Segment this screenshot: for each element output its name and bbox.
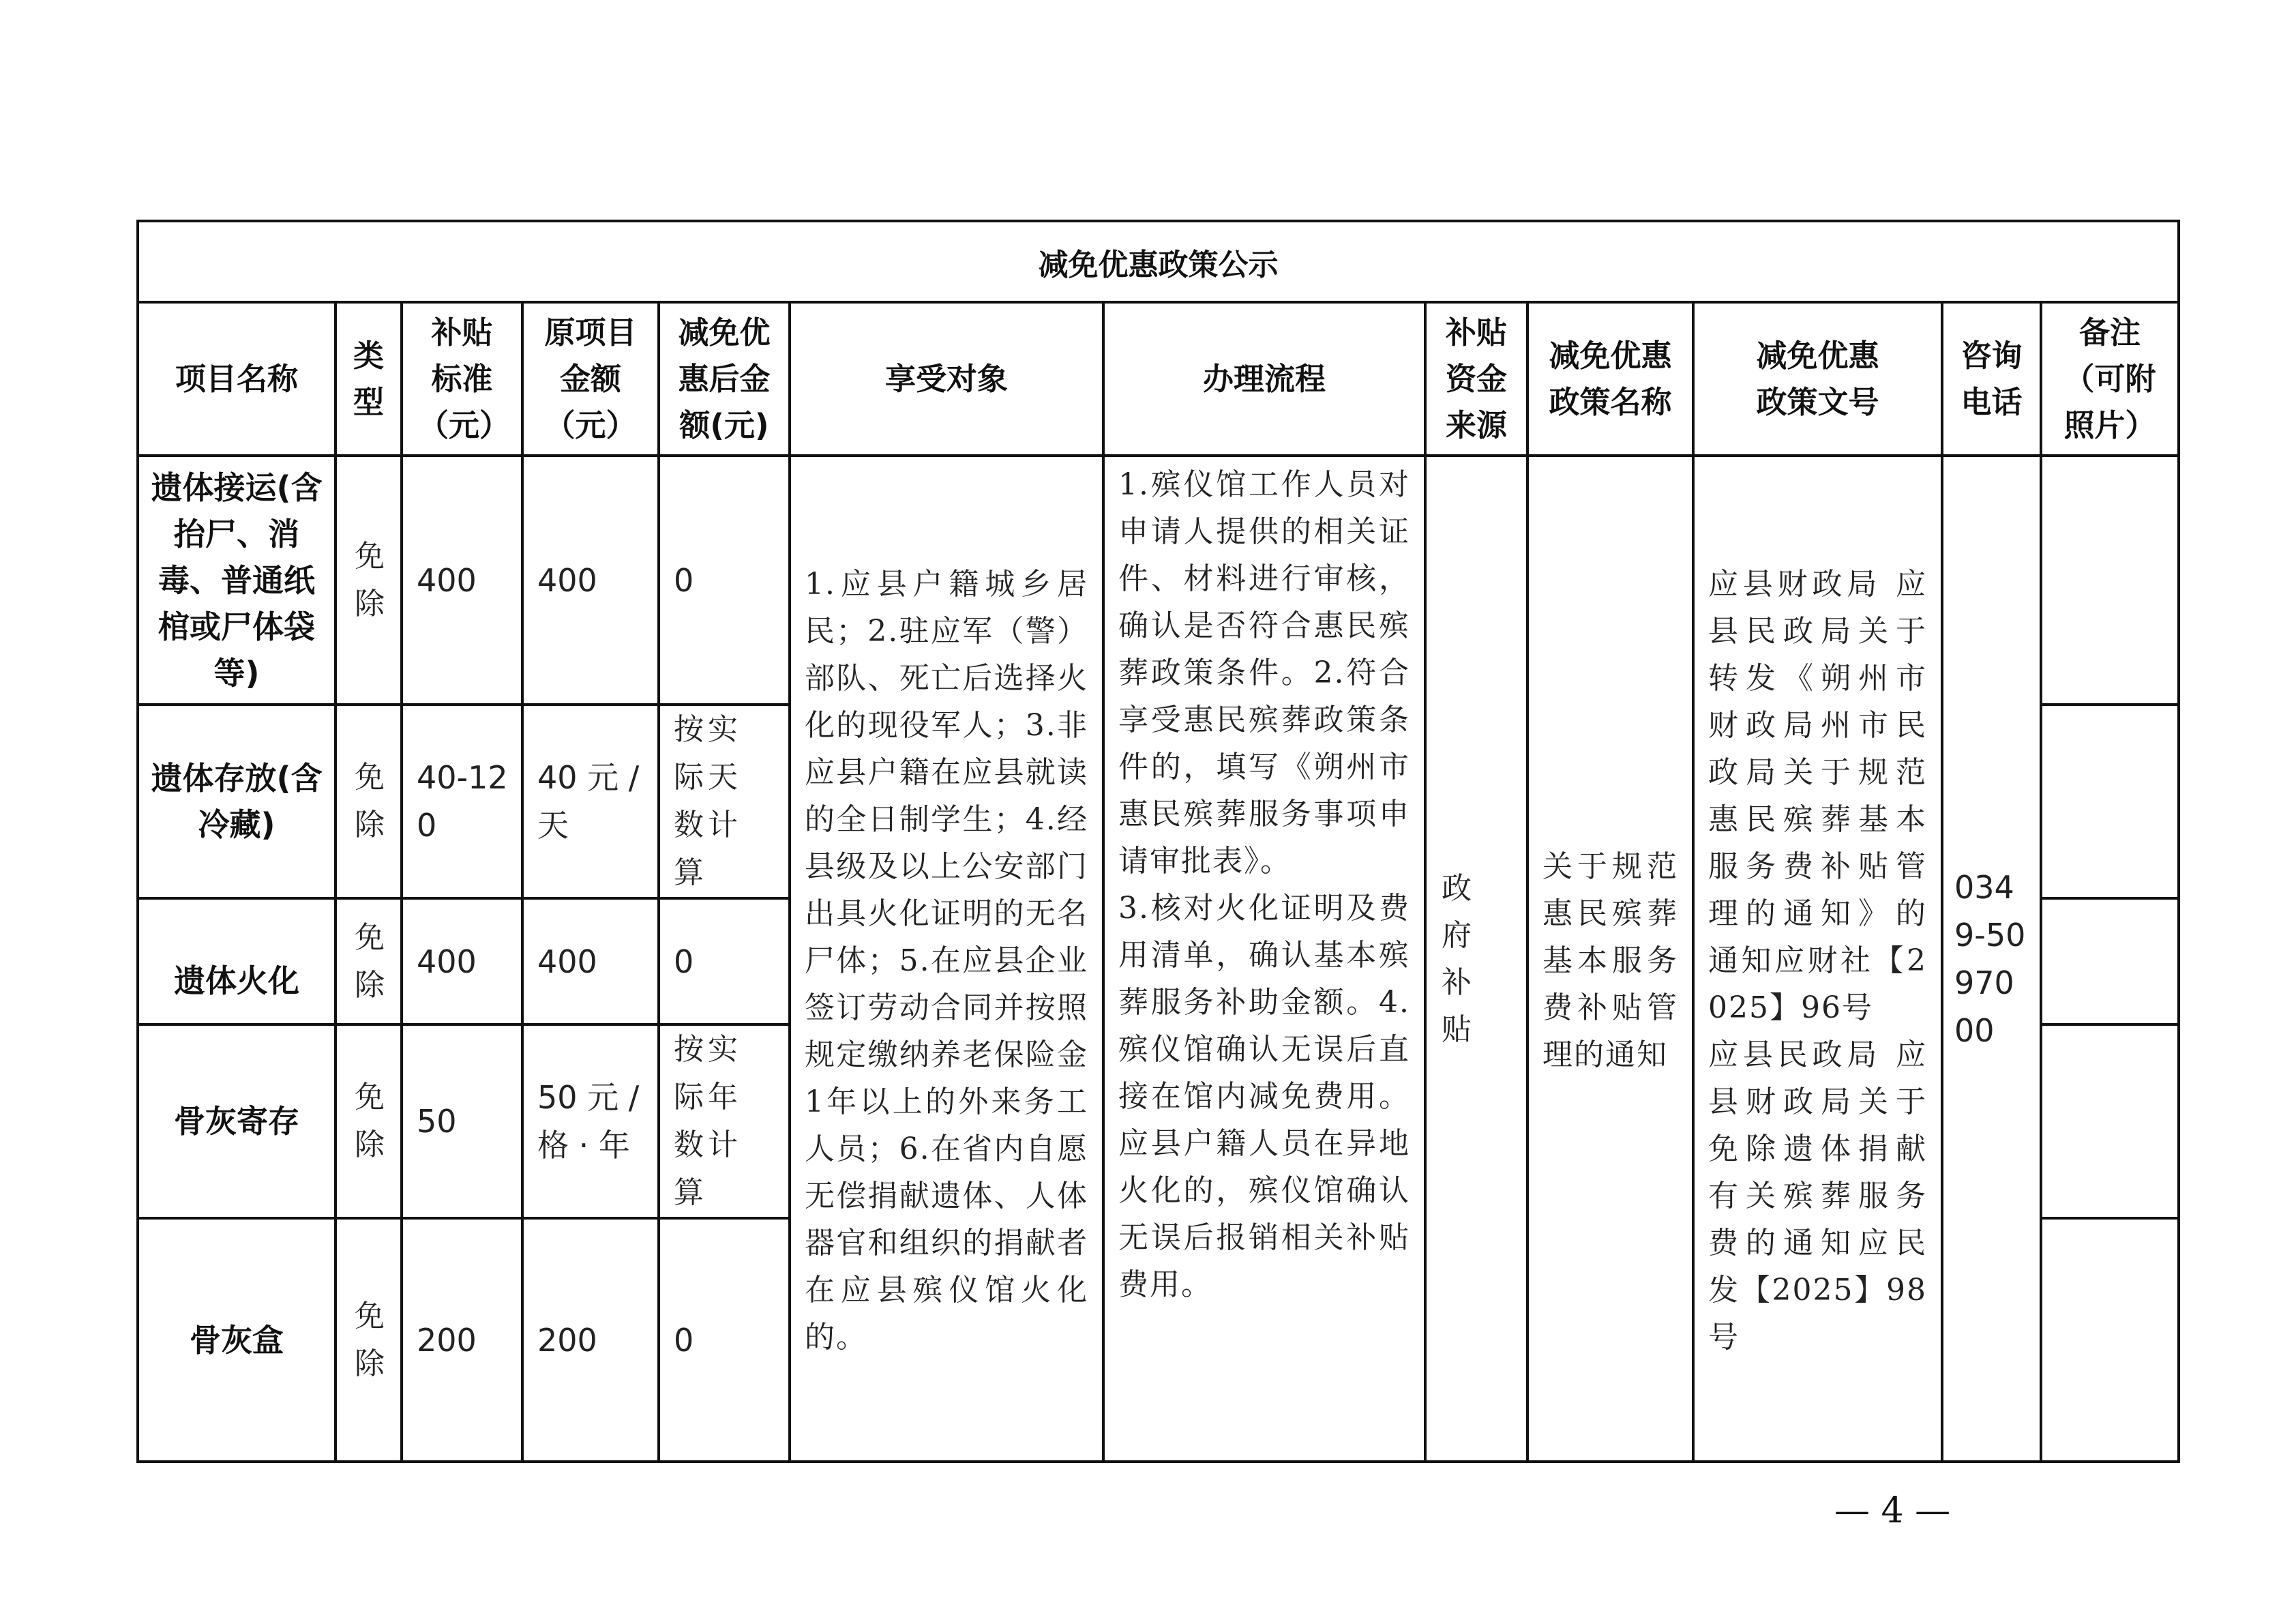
item-name: 遗体火化 (138, 898, 336, 1024)
remarks-cell (2041, 1218, 2179, 1462)
item-orig-amount: 50 元 / 格 · 年 (522, 1024, 659, 1218)
item-after-amount: 0 (659, 456, 790, 705)
item-name: 遗体接运(含抬尸、消毒、普通纸棺或尸体袋等) (138, 456, 336, 705)
item-type: 免除 (336, 705, 402, 898)
header-subsidy-std: 补贴标准（元） (402, 302, 522, 456)
header-phone: 咨询电话 (1942, 302, 2041, 456)
page-number: — 4 — (1834, 1490, 1951, 1531)
header-type: 类型 (336, 302, 402, 456)
header-policy-doc: 减免优惠政策文号 (1693, 302, 1942, 456)
policy-table (136, 220, 2180, 1463)
remarks-cell (2041, 456, 2179, 705)
remarks-cell (2041, 705, 2179, 898)
item-subsidy: 40-120 (402, 705, 522, 898)
fund-source-cell: 政府补贴 (1425, 456, 1527, 1462)
item-orig-amount: 40 元 / 天 (522, 705, 659, 898)
header-after-amount: 减免优惠后金额(元) (659, 302, 790, 456)
header-orig-amount: 原项目金额（元） (522, 302, 659, 456)
header-beneficiaries: 享受对象 (790, 302, 1103, 456)
item-orig-amount: 400 (522, 898, 659, 1024)
item-name: 骨灰寄存 (138, 1024, 336, 1218)
header-policy-name: 减免优惠政策名称 (1527, 302, 1693, 456)
header-fund-source: 补贴资金来源 (1425, 302, 1527, 456)
policy-name-cell: 关于规范惠民殡葬基本服务费补贴管理的通知 (1527, 456, 1693, 1462)
table-title: 减免优惠政策公示 (138, 221, 2179, 302)
remarks-cell (2041, 1024, 2179, 1218)
item-subsidy: 200 (402, 1218, 522, 1462)
header-name: 项目名称 (138, 302, 336, 456)
remarks-cell (2041, 898, 2179, 1024)
item-subsidy: 50 (402, 1024, 522, 1218)
beneficiaries-cell: 1.应县户籍城乡居民；2.驻应军（警）部队、死亡后选择火化的现役军人；3.非应县户籍在应县就读的全日制学生；4.经县级及以上公安部门出具火化证明的无名尸体；5.在应县企业签订劳动合同并按照规定缴纳养老保险金1年以上的外来务工人员；6.在省内自愿无偿捐献遗体、人体器官和组织的捐献者在应县殡仪馆火化的。 (790, 456, 1103, 1462)
item-orig-amount: 200 (522, 1218, 659, 1462)
item-after-amount: 按实际年数计算 (659, 1024, 790, 1218)
item-type: 免除 (336, 456, 402, 705)
item-after-amount: 按实际天数计算 (659, 705, 790, 898)
policy-doc-cell: 应县财政局 应县民政局关于转发《朔州市财政局州市民政局关于规范惠民殡葬基本服务费补贴管理的通知》的通知应财社【2025】96号 应县民政局 应县财政局关于免除遗体捐献有关殡葬服务费的通知应民发【2025】98号 (1693, 456, 1942, 1462)
item-type: 免除 (336, 898, 402, 1024)
item-orig-amount: 400 (522, 456, 659, 705)
header-process: 办理流程 (1103, 302, 1425, 456)
item-name: 骨灰盒 (138, 1218, 336, 1462)
item-type: 免除 (336, 1218, 402, 1462)
table-row (138, 456, 2179, 705)
item-type: 免除 (336, 1024, 402, 1218)
item-after-amount: 0 (659, 898, 790, 1024)
item-name: 遗体存放(含冷藏) (138, 705, 336, 898)
item-after-amount: 0 (659, 1218, 790, 1462)
process-cell: 1.殡仪馆工作人员对申请人提供的相关证件、材料进行审核，确认是否符合惠民殡葬政策条件。2.符合享受惠民殡葬政策条件的，填写《朔州市惠民殡葬服务事项申请审批表》。 3.核对火化证明及费用清单，确认基本殡葬服务补助金额。4.殡仪馆确认无误后直接在馆内减免费用。应县户籍人员在异地火化的，殡仪馆确认无误后报销相关补贴费用。 (1103, 456, 1425, 1462)
item-subsidy: 400 (402, 898, 522, 1024)
item-subsidy: 400 (402, 456, 522, 705)
phone-cell: 0349-5097000 (1942, 456, 2041, 1462)
header-remarks: 备注（可附照片） (2041, 302, 2179, 456)
